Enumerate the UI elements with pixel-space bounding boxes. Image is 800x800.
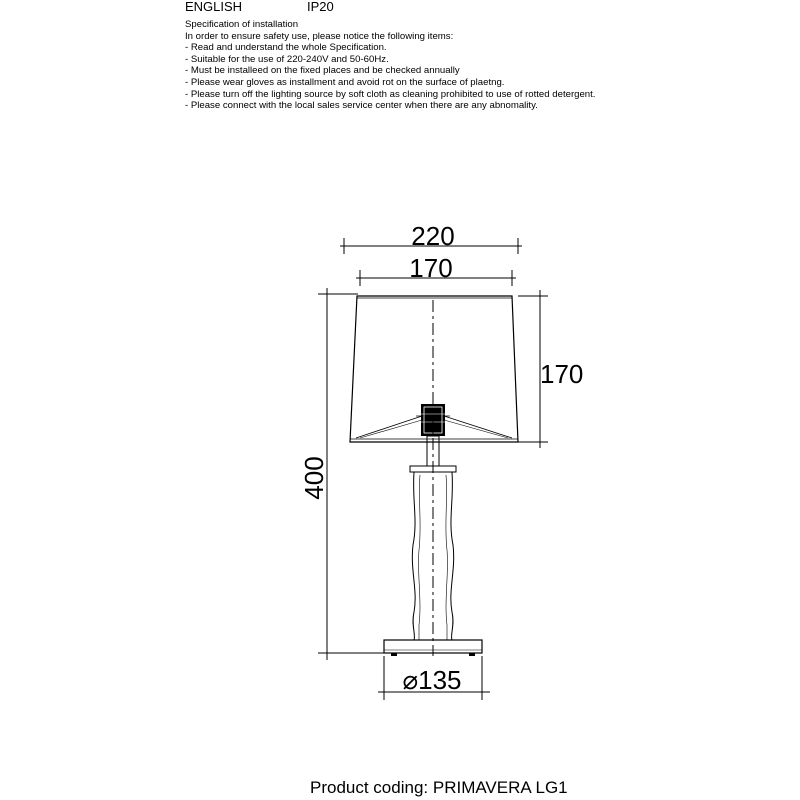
ip-rating: IP20: [307, 0, 334, 14]
specification-item: - Please connect with the local sales service center when there are any abnomality.: [185, 100, 538, 112]
dimension-400: [299, 288, 384, 660]
specification-title: Specification of installation: [185, 19, 299, 30]
specification-item: - Read and understand the whole Specification.: [185, 42, 387, 54]
dimension-220-label: 220: [411, 221, 455, 251]
product-coding: Product coding: PRIMAVERA LG1: [310, 778, 568, 797]
dimension-170-height-label: 170: [540, 359, 584, 389]
specification-item: - Please turn off the lighting source by soft cloth as cleaning prohibited to use of rotted detergent.: [185, 88, 596, 100]
dimension-220: [340, 221, 522, 254]
specification-item: - Please wear gloves as installment and avoid rot on the surface of plaetng.: [185, 76, 505, 88]
specification-item: - Suitable for the use of 220-240V and 50-60Hz.: [185, 53, 389, 65]
specification-item: - Must be installeed on the fixed places and be checked annually: [185, 65, 460, 77]
specification-intro: In order to ensure safety use, please notice the following items:: [185, 30, 454, 42]
dimension-170-height: [518, 290, 583, 448]
dimension-170-width-label: 170: [409, 253, 453, 283]
dimension-170-width: [356, 253, 516, 286]
dimension-base-diameter: [378, 656, 490, 700]
dimension-base-diameter-label: ⌀135: [402, 665, 462, 695]
language-label: ENGLISH: [185, 0, 243, 14]
dimension-400-label: 400: [299, 456, 329, 500]
